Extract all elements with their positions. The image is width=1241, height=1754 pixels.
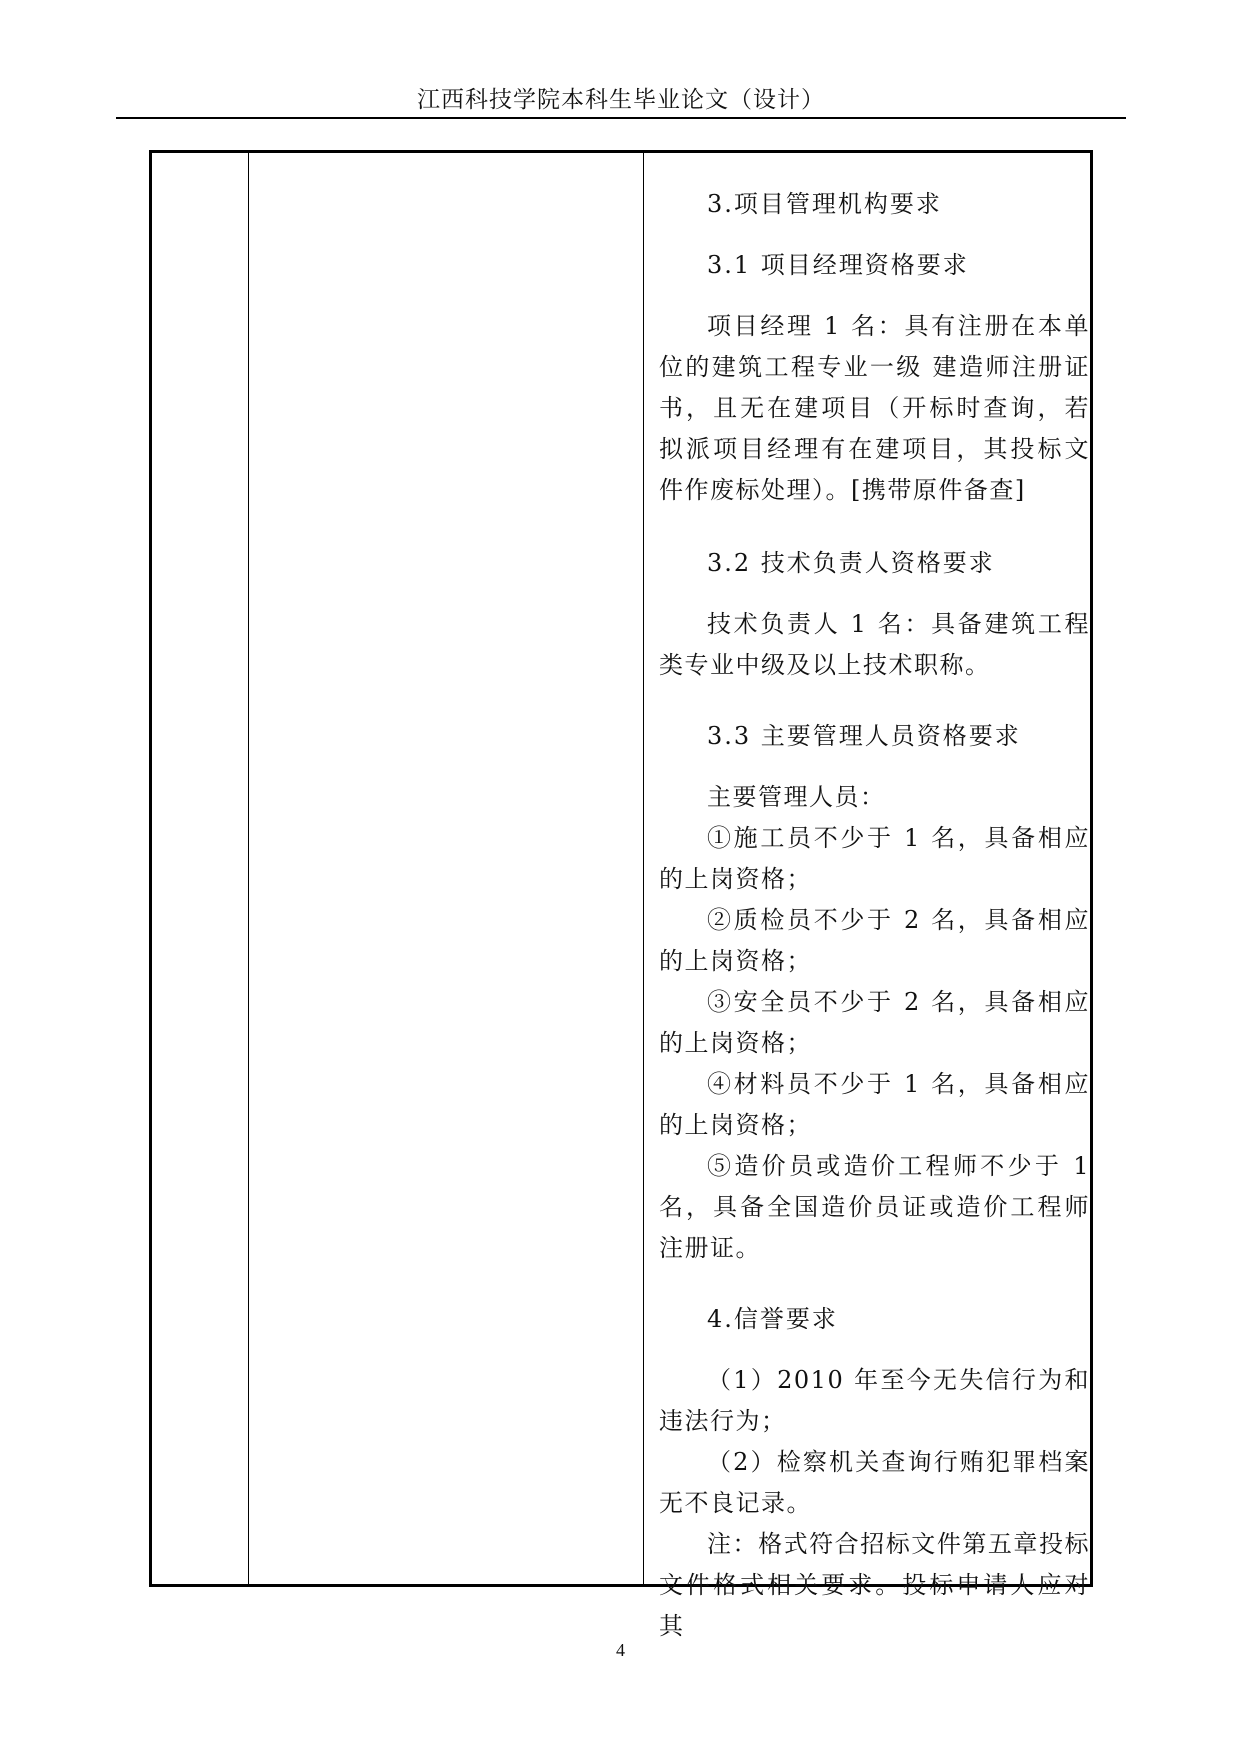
column-divider-1 [248,153,249,1584]
page-header-title: 江西科技学院本科生毕业论文（设计） [417,87,825,113]
credit-item: （2）检察机关查询行贿犯罪档案无不良记录。 [659,1448,1090,1517]
staff-item: ②质检员不少于 2 名，具备相应的上岗资格； [659,906,1090,975]
requirements-cell [659,153,1090,1647]
requirements-table [149,150,1093,1640]
section-4-title: 4.信誉要求 [707,1305,838,1333]
format-note: 注：格式符合招标文件第五章投标文件格式相关要求。投标申请人应对其 [659,1530,1090,1640]
section-3-3-intro: 主要管理人员： [707,783,886,811]
section-3-title: 3.项目管理机构要求 [707,190,942,218]
section-3-2-body: 技术负责人 1 名：具备建筑工程类专业中级及以上技术职称。 [659,610,1090,679]
page-number: 4 [616,1640,625,1660]
section-3-1-body: 项目经理 1 名：具有注册在本单位的建筑工程专业一级 建造师注册证书，且无在建项目（开标时查询，若拟派项目经理有在建项目，其投标文件作废标处理）。[携带原件备查] [659,312,1090,504]
staff-item: ④材料员不少于 1 名，具备相应的上岗资格； [659,1070,1090,1139]
staff-item: ①施工员不少于 1 名，具备相应的上岗资格； [659,824,1090,893]
column-divider-2 [643,153,644,1584]
header-rule [116,117,1126,119]
credit-item: （1）2010 年至今无失信行为和违法行为； [659,1366,1090,1435]
section-3-2-title: 3.2 技术负责人资格要求 [707,549,995,577]
staff-item: ⑤造价员或造价工程师不少于 1 名，具备全国造价员证或造价工程师注册证。 [659,1152,1090,1262]
section-3-1-title: 3.1 项目经理资格要求 [707,251,969,279]
section-3-3-title: 3.3 主要管理人员资格要求 [707,722,1021,750]
staff-item: ③安全员不少于 2 名，具备相应的上岗资格； [659,988,1090,1057]
